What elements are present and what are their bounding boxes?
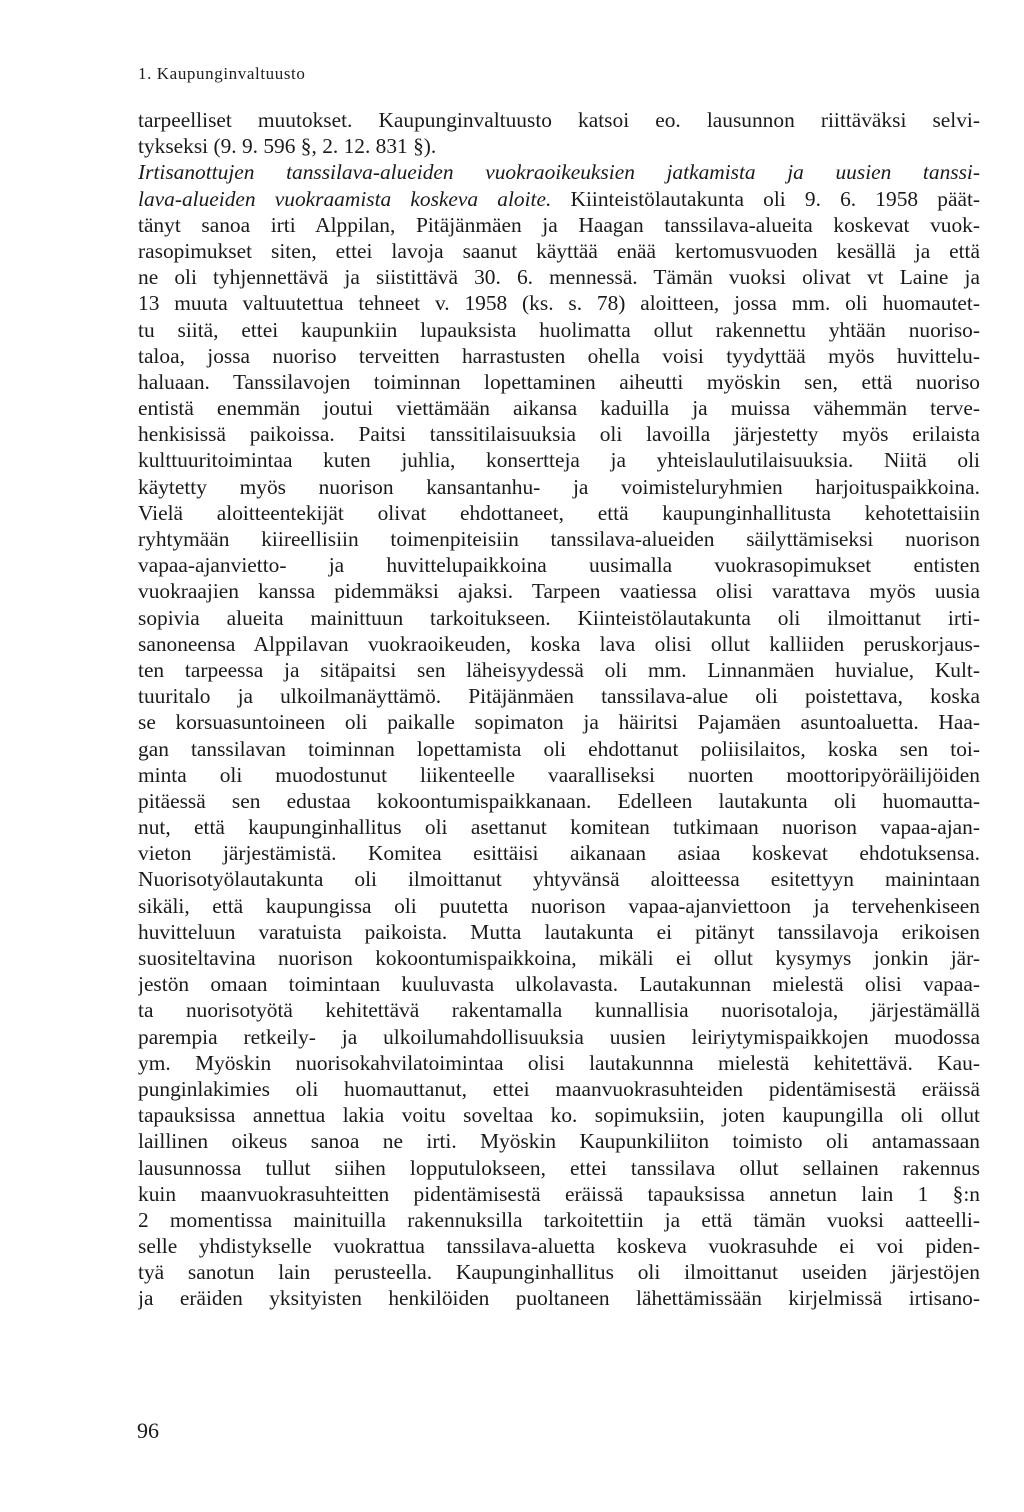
text-run: 2 momentissa mainituilla rakennuksilla tarkoitettiin ja että tämän vuoksi aatteelli- — [138, 1207, 980, 1232]
text-line — [138, 683, 980, 709]
text-line — [138, 971, 980, 997]
text-line — [138, 709, 980, 735]
text-line — [138, 1050, 980, 1076]
text-line — [138, 526, 980, 552]
text-run: tu siitä, ettei kaupunkiin lupauksista huolimatta ollut rakennettu yhtään nuoriso- — [138, 317, 980, 342]
text-run: haluaan. Tanssilavojen toiminnan lopettaminen aiheutti myöskin sen, että nuoriso — [138, 369, 980, 394]
text-line — [138, 421, 980, 447]
text-line — [138, 814, 980, 840]
text-line — [138, 107, 980, 133]
text-line — [138, 1102, 980, 1128]
text-run: ne oli tyhjennettävä ja siistittävä 30. 6. mennessä. Tämän vuoksi olivat vt Laine ja — [138, 265, 980, 290]
text-line — [138, 919, 980, 945]
text-run: sopivia alueita mainittuun tarkoitukseen. Kiinteistölautakunta oli ilmoittanut irti- — [138, 605, 980, 630]
text-run: pitäessä sen edustaa kokoontumispaikkanaan. Edelleen lautakunta oli huomautta- — [138, 788, 980, 813]
text-line — [138, 762, 980, 788]
text-line — [138, 343, 980, 369]
text-line — [138, 1181, 980, 1207]
text-run: ja eräiden yksityisten henkilöiden puoltaneen lähettämissään kirjelmissä irtisano- — [138, 1286, 980, 1311]
text-line — [138, 552, 980, 578]
italic-heading-text: lava-alueiden vuokraamista koskeva aloite. — [138, 186, 552, 211]
text-run: tyä sanotun lain perusteella. Kaupunginhallitus oli ilmoittanut useiden järjestöjen — [138, 1260, 980, 1285]
text-run: gan tanssilavan toiminnan lopettamista oli ehdottanut poliisilaitos, koska sen toi- — [138, 736, 980, 761]
text-run: tänyt sanoa irti Alppilan, Pitäjänmäen ja Haagan tanssilava-alueita koskevat vuok- — [138, 212, 980, 237]
text-line — [138, 945, 980, 971]
text-line — [138, 264, 980, 290]
text-line — [138, 1233, 980, 1259]
text-line — [138, 1155, 980, 1181]
text-run: ta nuorisotyötä kehitettävä rakentamalla kunnallisia nuorisotaloja, järjestämällä — [138, 998, 980, 1023]
text-run: entistä enemmän joutui viettämään aikansa kaduilla ja muissa vähemmän terve- — [138, 396, 980, 421]
text-run: laillinen oikeus sanoa ne irti. Myöskin Kaupunkiliiton toimisto oli antamassaan — [138, 1129, 980, 1154]
text-line — [138, 133, 980, 159]
text-run: rasopimukset siten, ettei lavoja saanut käyttää enää kertomusvuoden kesällä ja että — [138, 238, 980, 263]
text-run: vuokraajien kanssa pidemmäksi ajaksi. Tarpeen vaatiessa olisi varattava myös uusia — [138, 579, 980, 604]
text-run: vieton järjestämistä. Komitea esittäisi aikanaan asiaa koskevat ehdotuksensa. — [138, 841, 980, 866]
text-run: nut, että kaupunginhallitus oli asettanut komitean tutkimaan nuorison vapaa-ajan- — [138, 815, 980, 840]
text-run: sikäli, että kaupungissa oli puutetta nuorison vapaa-ajanviettoon ja tervehenkiseen — [138, 893, 980, 918]
text-run: käytetty myös nuorison kansantanhu- ja voimisteluryhmien harjoituspaikkoina. — [138, 474, 980, 499]
text-run: Kiinteistölautakunta oli 9. 6. 1958 päät- — [551, 186, 980, 211]
text-run: 13 muuta valtuutettua tehneet v. 1958 (ks. s. 78) aloitteen, jossa mm. oli huomautet- — [138, 291, 980, 316]
text-run: sanoneensa Alppilavan vuokraoikeuden, koska lava olisi ollut kalliiden peruskorjaus- — [138, 631, 980, 656]
text-line — [138, 788, 980, 814]
text-run: tuuritalo ja ulkoilmanäyttämö. Pitäjänmäen tanssilava-alue oli poistettava, koska — [138, 684, 980, 709]
text-run: henkisissä paikoissa. Paitsi tanssitilaisuuksia oli lavoilla järjestetty myös erilaista — [138, 422, 980, 447]
text-run: taloa, jossa nuoriso terveitten harrastusten ohella voisi tyydyttää myös huvittelu- — [138, 343, 980, 368]
text-line — [138, 1128, 980, 1154]
text-run: jestön omaan toimintaan kuuluvasta ulkolavasta. Lautakunnan mielestä olisi vapaa- — [138, 972, 980, 997]
text-run: ryhtymään kiireellisiin toimenpiteisiin tanssilava-alueiden säilyttämiseksi nuorison — [138, 527, 980, 551]
text-run: Nuorisotyölautakunta oli ilmoittanut yhtyvänsä aloitteessa esitettyyn mainintaan — [138, 867, 980, 892]
text-run: Vielä aloitteentekijät olivat ehdottaneet, että kaupunginhallitusta kehotettaisiin — [138, 500, 980, 525]
text-run: ym. Myöskin nuorisokahvilatoimintaa olisi lautakunnna mielestä kehitettävä. Kau- — [138, 1050, 980, 1075]
page-number: 96 — [137, 1418, 159, 1443]
text-run: selle yhdistykselle vuokrattua tanssilava-aluetta koskeva vuokrasuhde ei voi piden- — [138, 1234, 980, 1259]
running-head: 1. Kaupunginvaltuusto — [138, 64, 306, 83]
text-line — [138, 447, 980, 473]
text-line — [138, 840, 980, 866]
text-line — [138, 369, 980, 395]
text-line — [138, 290, 980, 316]
text-run: lausunnossa tullut siihen lopputulokseen, ettei tanssilava ollut sellainen rakennus — [138, 1155, 980, 1180]
text-line — [138, 1285, 980, 1311]
text-run: parempia retkeily- ja ulkoilumahdollisuuksia uusien leiriytymispaikkojen muodossa — [138, 1024, 980, 1049]
italic-heading-text: Irtisanottujen tanssilava-alueiden vuokraoikeuksien jatkamista ja uusien tanssi- — [138, 160, 980, 185]
text-line — [138, 1207, 980, 1233]
text-line — [138, 474, 980, 500]
text-run: kuin maanvuokrasuhteitten pidentämisestä eräissä tapauksissa annetun lain 1 §:n — [138, 1181, 980, 1206]
text-line — [138, 1259, 980, 1285]
text-line — [138, 1024, 980, 1050]
text-line — [138, 212, 980, 238]
text-run: tykseksi (9. 9. 596 §, 2. 12. 831 §). — [138, 134, 437, 159]
text-line — [138, 395, 980, 421]
text-run: minta oli muodostunut liikenteelle vaaralliseksi nuorten moottoripyöräilijöiden — [138, 762, 980, 787]
text-line — [138, 866, 980, 892]
text-line — [138, 317, 980, 343]
text-run: huvitteluun varatuista paikoista. Mutta lautakunta ei pitänyt tanssilavoja erikoisen — [138, 919, 980, 944]
text-run: tarpeelliset muutokset. Kaupunginvaltuusto katsoi eo. lausunnon riittäväksi selvi- — [138, 108, 980, 132]
text-line — [138, 893, 980, 919]
text-line — [138, 500, 980, 526]
text-run: se korsuasuntoineen oli paikalle sopimaton ja häiritsi Pajamäen asuntoaluetta. Haa- — [138, 710, 980, 735]
text-run: kulttuuritoimintaa kuten juhlia, konsertteja ja yhteislaulutilaisuuksia. Niitä oli — [138, 448, 980, 473]
text-run: ten tarpeessa ja sitäpaitsi sen läheisyydessä oli mm. Linnanmäen huvialue, Kult- — [138, 657, 980, 682]
text-line — [138, 605, 980, 631]
text-line — [138, 657, 980, 683]
text-line — [138, 186, 980, 212]
text-run: vapaa-ajanvietto- ja huvittelupaikkoina uusimalla vuokrasopimukset entisten — [138, 553, 980, 578]
text-run: tapauksissa annettua lakia voitu soveltaa ko. sopimuksiin, joten kaupungilla oli ollut — [138, 1103, 980, 1128]
body-text — [138, 107, 980, 1312]
text-run: suositeltavina nuorison kokoontumispaikkoina, mikäli ei ollut kysymys jonkin jär- — [138, 946, 980, 970]
text-run: punginlakimies oli huomauttanut, ettei maanvuokrasuhteiden pidentämisestä eräissä — [138, 1076, 980, 1101]
text-line — [138, 631, 980, 657]
text-line — [138, 578, 980, 604]
text-line — [138, 736, 980, 762]
text-line — [138, 997, 980, 1023]
text-line — [138, 238, 980, 264]
text-line — [138, 1076, 980, 1102]
text-line — [138, 159, 980, 185]
